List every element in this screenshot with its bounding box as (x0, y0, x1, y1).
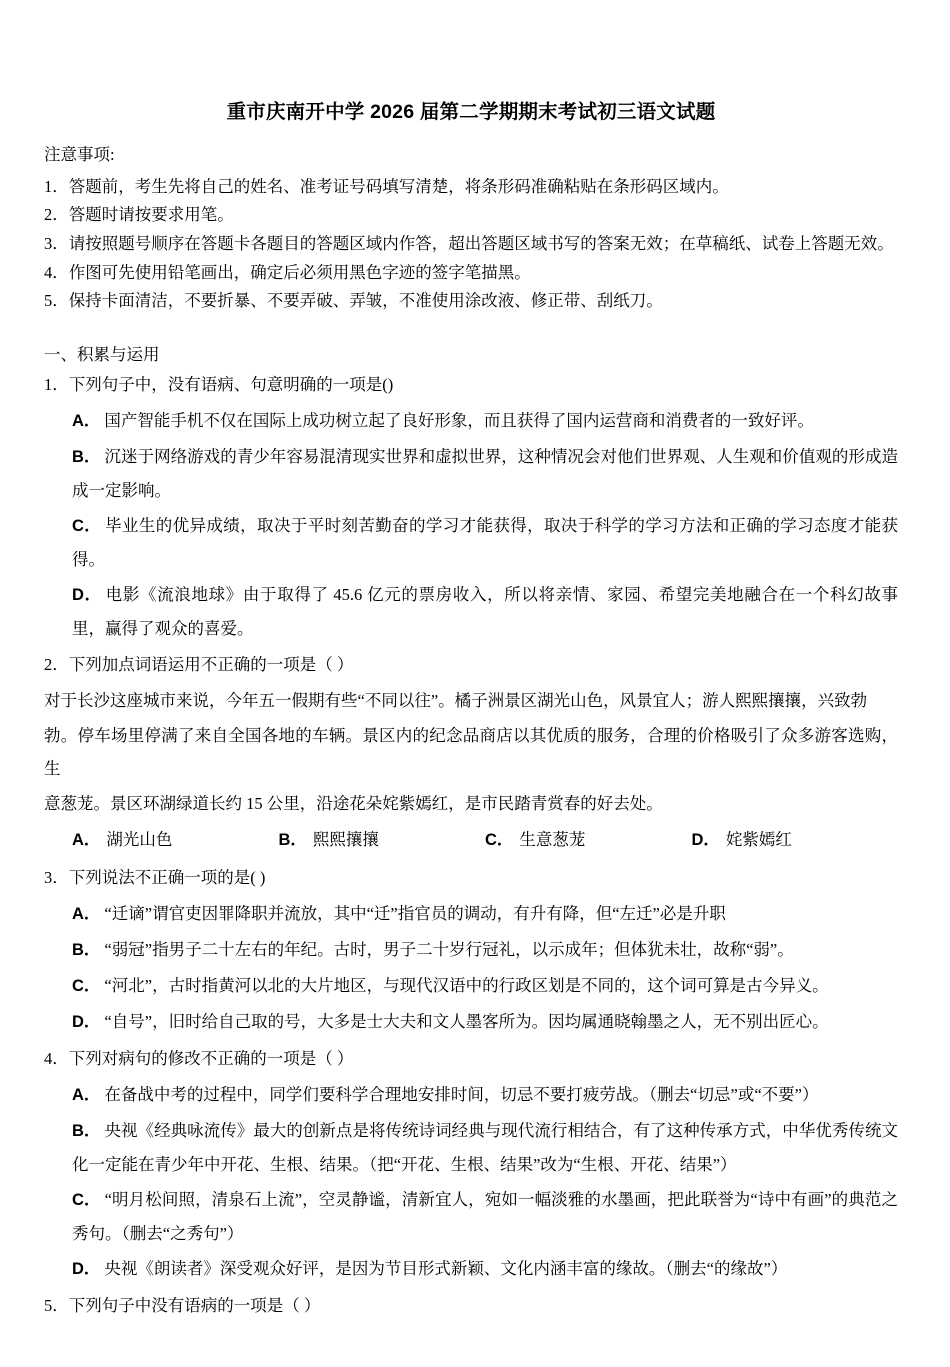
notice-item: 1．答题前，考生先将自己的姓名、准考证号码填写清楚，将条形码准确粘贴在条形码区域内。 (44, 176, 729, 196)
inline-options (44, 822, 898, 858)
option-a (44, 897, 898, 931)
question-stem: 3．下列说法不正确一项的是( ) (44, 868, 266, 888)
option-b (279, 822, 486, 858)
option-text: “明月松间照，清泉石上流”，空灵静谧，清新宜人，宛如一幅淡雅的水墨画，把此联誉为“诗中有画”的典范之秀句。（删去“之秀句”） (72, 1190, 898, 1243)
option-label: A． (72, 1086, 101, 1104)
option-label: A． (72, 830, 101, 849)
option-label: D． (72, 586, 102, 605)
option-text: 电影《流浪地球》由于取得了 45.6 亿元的票房收入，所以将亲情、家园、希望完美地融合在一个科幻故事里，赢得了观众的喜爱。 (72, 585, 899, 639)
option-a (44, 1078, 898, 1112)
option-text: “迁谪”谓官吏因罪降职并流放，其中“迁”指官员的调动，有升有降，但“左迁”必是升职 (104, 904, 726, 924)
option-a (72, 822, 279, 858)
option-label: D． (72, 1013, 101, 1032)
option-text: 在备战中考的过程中，同学们要科学合理地安排时间，切忌不要打疲劳战。（删去“切忌”或“不要”） (104, 1085, 819, 1104)
passage-line: 对于长沙这座城市来说，今年五一假期有些“不同以往”。橘子洲景区湖光山色，风景宜人；游人熙熙攘攘，兴致勃 (44, 690, 868, 710)
option-b (44, 1114, 898, 1181)
option-text: 沉迷于网络游戏的青少年容易混清现实世界和虚拟世界，这种情况会对他们世界观、人生观和价值观的形成造成一定影响。 (72, 447, 898, 501)
option-label: B． (278, 830, 307, 849)
option-label: B． (72, 941, 101, 960)
question-4 (44, 1045, 898, 1286)
notice-item: 5．保持卡面清洁，不要折暴、不要弄破、弄皱，不准使用涂改液、修正带、刮纸刀。 (44, 291, 663, 311)
option-d (44, 1005, 898, 1039)
option-label: C． (72, 517, 102, 536)
option-b (44, 440, 898, 507)
notice-item: 3．请按照题号顺序在答题卡各题目的答题区域内作答，超出答题区域书写的答案无效；在草稿纸、试卷上答题无效。 (44, 234, 894, 253)
option-text: 央视《经典咏流传》最大的创新点是将传统诗词经典与现代流行相结合，有了这种传承方式，中华优秀传统文化一定能在青少年中开花、生根、结果。（把“开花、生根、结果”改为“生根、开花、结果”） (72, 1121, 898, 1174)
option-label: C． (72, 977, 101, 996)
question-stem: 5．下列句子中没有语病的一项是（ ） (44, 1296, 321, 1315)
notice-item: 4．作图可先使用铅笔画出，确定后必须用黑色字迹的签字笔描黑。 (44, 262, 531, 282)
option-label: A． (72, 905, 101, 924)
page-title: 重市庆南开中学 2026 届第二学期期末考试初三语文试题 (226, 101, 716, 123)
option-text: 生意葱茏 (519, 829, 586, 849)
notice-item: 2．答题时请按要求用笔。 (44, 205, 234, 225)
option-label: B． (72, 1122, 101, 1140)
option-text: 央视《朗读者》深受观众好评，是因为节目形式新颖、文化内涵丰富的缘故。（删去“的缘故”） (104, 1259, 788, 1278)
notice-list (44, 174, 898, 316)
option-d (44, 1252, 898, 1286)
option-text: “弱冠”指男子二十左右的年纪。古时，男子二十岁行冠礼，以示成年；但体犹未壮，故称“弱”。 (104, 940, 794, 960)
passage-line: 意葱茏。景区环湖绿道长约 15 公里，沿途花朵姹紫嫣红，是市民踏青赏春的好去处。 (44, 793, 663, 813)
option-text: 湖光山色 (106, 829, 173, 849)
option-text: “河北”，古时指黄河以北的大片地区，与现代汉语中的行政区划是不同的，这个词可算是古今异义。 (104, 976, 829, 996)
option-label: D． (691, 830, 720, 849)
question-3 (44, 864, 898, 1039)
option-c (44, 969, 898, 1003)
notice-heading: 注意事项: (44, 145, 115, 164)
option-text: 姹紫嫣红 (725, 829, 792, 849)
option-c (44, 509, 898, 576)
option-text: 熙熙攘攘 (312, 829, 379, 849)
option-d (44, 578, 898, 645)
passage-line: 勃。停车场里停满了来自全国各地的车辆。景区内的纪念品商店以其优质的服务，合理的价格吸引了众多游客选购，生 (44, 725, 898, 778)
option-label: D． (72, 1260, 101, 1278)
option-label: C． (485, 830, 514, 849)
question-stem: 1．下列句子中，没有语病、句意明确的一项是() (44, 375, 394, 395)
option-c (44, 1183, 898, 1250)
question-stem: 4．下列对病句的修改不正确的一项是（ ） (44, 1049, 354, 1069)
option-label: B． (72, 448, 101, 467)
question-5 (44, 1292, 898, 1321)
option-d (692, 822, 899, 858)
option-label: A． (72, 412, 101, 431)
option-a (44, 404, 898, 438)
question-stem: 2．下列加点词语运用不正确的一项是（ ） (44, 655, 354, 675)
option-label: C． (72, 1191, 101, 1209)
question-1 (44, 371, 898, 645)
section-heading: 一、积累与运用 (44, 345, 160, 365)
option-c (485, 822, 692, 858)
option-text: “自号”，旧时给自己取的号，大多是士大夫和文人墨客所为。因均属通晓翰墨之人，无不别出匠心。 (104, 1012, 829, 1032)
option-b (44, 933, 898, 967)
question-2 (44, 651, 898, 858)
option-text: 国产智能手机不仅在国际上成功树立起了良好形象，而且获得了国内运营商和消费者的一致好评。 (104, 411, 814, 431)
option-text: 毕业生的优异成绩，取决于平时刻苦勤奋的学习才能获得，取决于科学的学习方法和正确的学习态度才能获得。 (72, 516, 898, 570)
